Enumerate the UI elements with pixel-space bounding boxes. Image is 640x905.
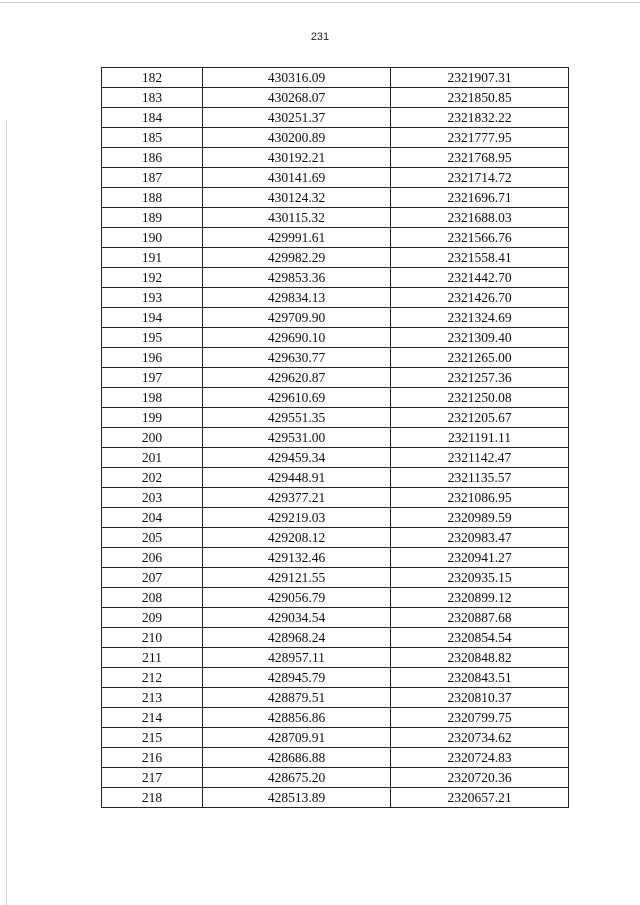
table-row (102, 328, 569, 348)
x-coordinate-cell: 428675.20 (203, 768, 391, 788)
table-row (102, 648, 569, 668)
y-coordinate-cell: 2321714.72 (391, 168, 569, 188)
table-row (102, 388, 569, 408)
table-row (102, 608, 569, 628)
point-number-cell: 202 (102, 468, 203, 488)
point-number-cell: 206 (102, 548, 203, 568)
x-coordinate-cell: 429219.03 (203, 508, 391, 528)
y-coordinate-cell: 2321777.95 (391, 128, 569, 148)
x-coordinate-cell: 428686.88 (203, 748, 391, 768)
point-number-cell: 211 (102, 648, 203, 668)
table-row (102, 348, 569, 368)
y-coordinate-cell: 2321850.85 (391, 88, 569, 108)
x-coordinate-cell: 430192.21 (203, 148, 391, 168)
y-coordinate-cell: 2321442.70 (391, 268, 569, 288)
table-row (102, 148, 569, 168)
y-coordinate-cell: 2321257.36 (391, 368, 569, 388)
x-coordinate-cell: 428945.79 (203, 668, 391, 688)
page-left-edge (6, 120, 7, 905)
table-row (102, 168, 569, 188)
x-coordinate-cell: 429448.91 (203, 468, 391, 488)
y-coordinate-cell: 2320941.27 (391, 548, 569, 568)
point-number-cell: 216 (102, 748, 203, 768)
y-coordinate-cell: 2321558.41 (391, 248, 569, 268)
point-number-cell: 187 (102, 168, 203, 188)
y-coordinate-cell: 2320899.12 (391, 588, 569, 608)
x-coordinate-cell: 428968.24 (203, 628, 391, 648)
table-row (102, 708, 569, 728)
table-row (102, 288, 569, 308)
x-coordinate-cell: 430200.89 (203, 128, 391, 148)
table-row (102, 528, 569, 548)
point-number-cell: 188 (102, 188, 203, 208)
y-coordinate-cell: 2320734.62 (391, 728, 569, 748)
y-coordinate-cell: 2321566.76 (391, 228, 569, 248)
y-coordinate-cell: 2320935.15 (391, 568, 569, 588)
point-number-cell: 217 (102, 768, 203, 788)
point-number-cell: 208 (102, 588, 203, 608)
point-number-cell: 204 (102, 508, 203, 528)
table-row (102, 128, 569, 148)
x-coordinate-cell: 430251.37 (203, 108, 391, 128)
table-row (102, 488, 569, 508)
x-coordinate-cell: 429709.90 (203, 308, 391, 328)
point-number-cell: 194 (102, 308, 203, 328)
point-number-cell: 192 (102, 268, 203, 288)
y-coordinate-cell: 2321135.57 (391, 468, 569, 488)
point-number-cell: 200 (102, 428, 203, 448)
y-coordinate-cell: 2320843.51 (391, 668, 569, 688)
table-row (102, 688, 569, 708)
point-number-cell: 212 (102, 668, 203, 688)
x-coordinate-cell: 428513.89 (203, 788, 391, 808)
point-number-cell: 205 (102, 528, 203, 548)
point-number-cell: 209 (102, 608, 203, 628)
x-coordinate-cell: 430268.07 (203, 88, 391, 108)
table-row (102, 268, 569, 288)
x-coordinate-cell: 429982.29 (203, 248, 391, 268)
y-coordinate-cell: 2320854.54 (391, 628, 569, 648)
point-number-cell: 191 (102, 248, 203, 268)
x-coordinate-cell: 429630.77 (203, 348, 391, 368)
point-number-cell: 184 (102, 108, 203, 128)
x-coordinate-cell: 429991.61 (203, 228, 391, 248)
point-number-cell: 215 (102, 728, 203, 748)
y-coordinate-cell: 2321768.95 (391, 148, 569, 168)
x-coordinate-cell: 429620.87 (203, 368, 391, 388)
table-row (102, 508, 569, 528)
table-row (102, 228, 569, 248)
point-number-cell: 190 (102, 228, 203, 248)
x-coordinate-cell: 429531.00 (203, 428, 391, 448)
table-row (102, 88, 569, 108)
table-row (102, 248, 569, 268)
point-number-cell: 198 (102, 388, 203, 408)
x-coordinate-cell: 429459.34 (203, 448, 391, 468)
table-row (102, 208, 569, 228)
table-row (102, 188, 569, 208)
table-row (102, 448, 569, 468)
y-coordinate-cell: 2320983.47 (391, 528, 569, 548)
y-coordinate-cell: 2321688.03 (391, 208, 569, 228)
table-row (102, 588, 569, 608)
point-number-cell: 196 (102, 348, 203, 368)
point-number-cell: 210 (102, 628, 203, 648)
table-row (102, 468, 569, 488)
table-row (102, 628, 569, 648)
y-coordinate-cell: 2320887.68 (391, 608, 569, 628)
y-coordinate-cell: 2320720.36 (391, 768, 569, 788)
point-number-cell: 203 (102, 488, 203, 508)
y-coordinate-cell: 2321696.71 (391, 188, 569, 208)
y-coordinate-cell: 2321086.95 (391, 488, 569, 508)
table-row (102, 108, 569, 128)
x-coordinate-cell: 430141.69 (203, 168, 391, 188)
x-coordinate-cell: 429121.55 (203, 568, 391, 588)
y-coordinate-cell: 2321250.08 (391, 388, 569, 408)
table-row (102, 428, 569, 448)
x-coordinate-cell: 430115.32 (203, 208, 391, 228)
point-number-cell: 218 (102, 788, 203, 808)
x-coordinate-cell: 429377.21 (203, 488, 391, 508)
point-number-cell: 186 (102, 148, 203, 168)
table-row (102, 788, 569, 808)
y-coordinate-cell: 2321142.47 (391, 448, 569, 468)
x-coordinate-cell: 429208.12 (203, 528, 391, 548)
point-number-cell: 189 (102, 208, 203, 228)
point-number-cell: 199 (102, 408, 203, 428)
x-coordinate-cell: 429853.36 (203, 268, 391, 288)
page-number: 231 (310, 31, 330, 43)
x-coordinate-cell: 429551.35 (203, 408, 391, 428)
x-coordinate-cell: 429056.79 (203, 588, 391, 608)
table-row (102, 308, 569, 328)
point-number-cell: 182 (102, 68, 203, 88)
y-coordinate-cell: 2321309.40 (391, 328, 569, 348)
table-row (102, 548, 569, 568)
y-coordinate-cell: 2321205.67 (391, 408, 569, 428)
y-coordinate-cell: 2320724.83 (391, 748, 569, 768)
point-number-cell: 185 (102, 128, 203, 148)
x-coordinate-cell: 430124.32 (203, 188, 391, 208)
point-number-cell: 207 (102, 568, 203, 588)
y-coordinate-cell: 2321426.70 (391, 288, 569, 308)
x-coordinate-cell: 430316.09 (203, 68, 391, 88)
table-row (102, 408, 569, 428)
y-coordinate-cell: 2321832.22 (391, 108, 569, 128)
y-coordinate-cell: 2321324.69 (391, 308, 569, 328)
y-coordinate-cell: 2321191.11 (391, 428, 569, 448)
x-coordinate-cell: 428957.11 (203, 648, 391, 668)
x-coordinate-cell: 429690.10 (203, 328, 391, 348)
point-number-cell: 195 (102, 328, 203, 348)
y-coordinate-cell: 2320848.82 (391, 648, 569, 668)
point-number-cell: 214 (102, 708, 203, 728)
point-number-cell: 213 (102, 688, 203, 708)
point-number-cell: 183 (102, 88, 203, 108)
table-row (102, 728, 569, 748)
x-coordinate-cell: 429834.13 (203, 288, 391, 308)
coordinate-table-body (102, 68, 569, 808)
x-coordinate-cell: 429132.46 (203, 548, 391, 568)
x-coordinate-cell: 429610.69 (203, 388, 391, 408)
y-coordinate-cell: 2320989.59 (391, 508, 569, 528)
table-row (102, 668, 569, 688)
y-coordinate-cell: 2320657.21 (391, 788, 569, 808)
coordinate-table (101, 67, 569, 808)
table-row (102, 768, 569, 788)
x-coordinate-cell: 428879.51 (203, 688, 391, 708)
point-number-cell: 193 (102, 288, 203, 308)
table-row (102, 568, 569, 588)
table-row (102, 68, 569, 88)
point-number-cell: 197 (102, 368, 203, 388)
page-top-edge (0, 2, 640, 3)
point-number-cell: 201 (102, 448, 203, 468)
x-coordinate-cell: 428856.86 (203, 708, 391, 728)
y-coordinate-cell: 2321907.31 (391, 68, 569, 88)
y-coordinate-cell: 2320799.75 (391, 708, 569, 728)
table-row (102, 368, 569, 388)
x-coordinate-cell: 428709.91 (203, 728, 391, 748)
table-row (102, 748, 569, 768)
y-coordinate-cell: 2321265.00 (391, 348, 569, 368)
y-coordinate-cell: 2320810.37 (391, 688, 569, 708)
x-coordinate-cell: 429034.54 (203, 608, 391, 628)
